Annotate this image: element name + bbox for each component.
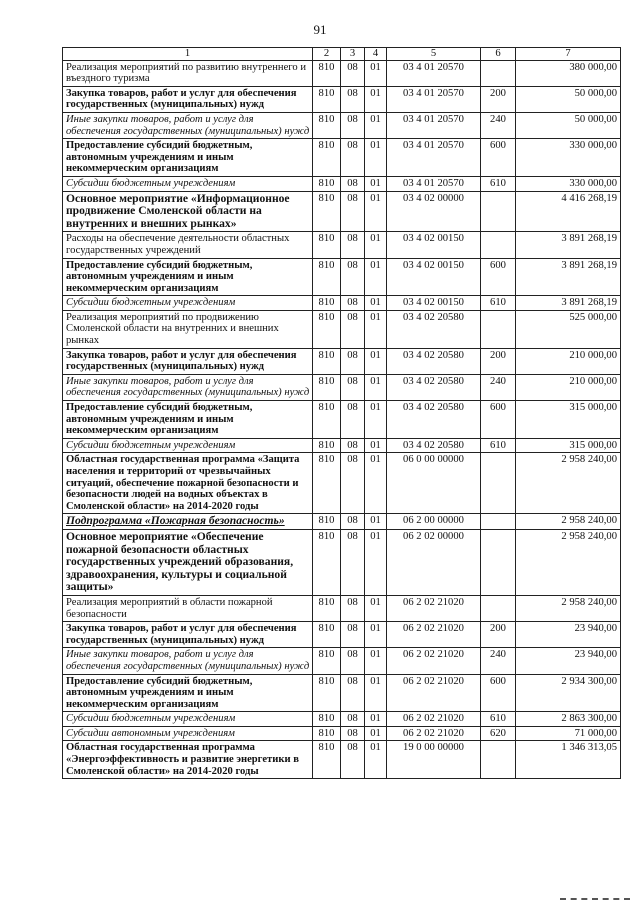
row-code-cell: 810 bbox=[313, 112, 341, 138]
row-expense-type-cell bbox=[481, 191, 516, 232]
table-row bbox=[63, 453, 621, 514]
row-code-cell: 810 bbox=[313, 529, 341, 595]
row-code-cell: 810 bbox=[313, 401, 341, 439]
row-name-cell: Субсидии бюджетным учреждениям bbox=[63, 176, 313, 191]
row-amount-cell: 1 346 313,05 bbox=[516, 741, 621, 779]
row-code-cell: 810 bbox=[313, 741, 341, 779]
row-expense-type-cell: 200 bbox=[481, 622, 516, 648]
row-subsection-cell: 01 bbox=[365, 310, 387, 348]
table-row bbox=[63, 191, 621, 232]
row-section-cell: 08 bbox=[341, 60, 365, 86]
row-code-cell: 810 bbox=[313, 139, 341, 177]
header-col-4: 4 bbox=[365, 48, 387, 61]
row-target-article-cell: 06 2 02 21020 bbox=[387, 712, 481, 727]
header-col-2: 2 bbox=[313, 48, 341, 61]
row-subsection-cell: 01 bbox=[365, 348, 387, 374]
row-expense-type-cell bbox=[481, 741, 516, 779]
row-code-cell: 810 bbox=[313, 86, 341, 112]
row-target-article-cell: 03 4 01 20570 bbox=[387, 112, 481, 138]
row-name-cell: Закупка товаров, работ и услуг для обеспечения государственных (муниципальных) нужд bbox=[63, 348, 313, 374]
row-subsection-cell: 01 bbox=[365, 258, 387, 296]
row-expense-type-cell: 610 bbox=[481, 296, 516, 311]
row-target-article-cell: 06 2 02 21020 bbox=[387, 726, 481, 741]
row-name-cell: Предоставление субсидий бюджетным, автономным учреждениям и иным некоммерческим организациям bbox=[63, 401, 313, 439]
row-name-cell: Иные закупки товаров, работ и услуг для обеспечения государственных (муниципальных) нужд bbox=[63, 112, 313, 138]
row-amount-cell: 23 940,00 bbox=[516, 648, 621, 674]
row-amount-cell: 3 891 268,19 bbox=[516, 296, 621, 311]
row-expense-type-cell: 200 bbox=[481, 86, 516, 112]
row-amount-cell: 4 416 268,19 bbox=[516, 191, 621, 232]
row-amount-cell: 71 000,00 bbox=[516, 726, 621, 741]
header-col-7: 7 bbox=[516, 48, 621, 61]
table-row bbox=[63, 401, 621, 439]
table-row bbox=[63, 529, 621, 595]
row-code-cell: 810 bbox=[313, 674, 341, 712]
row-amount-cell: 330 000,00 bbox=[516, 176, 621, 191]
row-expense-type-cell: 610 bbox=[481, 712, 516, 727]
row-amount-cell: 330 000,00 bbox=[516, 139, 621, 177]
row-target-article-cell: 03 4 02 20580 bbox=[387, 310, 481, 348]
row-amount-cell: 3 891 268,19 bbox=[516, 258, 621, 296]
budget-table bbox=[62, 47, 621, 779]
table-row bbox=[63, 232, 621, 258]
row-name-cell: Реализация мероприятий по продвижению Смоленской области на внутренних и внешних рынках bbox=[63, 310, 313, 348]
row-section-cell: 08 bbox=[341, 674, 365, 712]
row-target-article-cell: 06 2 02 21020 bbox=[387, 648, 481, 674]
row-code-cell: 810 bbox=[313, 595, 341, 621]
row-amount-cell: 210 000,00 bbox=[516, 348, 621, 374]
row-section-cell: 08 bbox=[341, 310, 365, 348]
row-name-cell: Расходы на обеспечение деятельности областных государственных учреждений bbox=[63, 232, 313, 258]
row-code-cell: 810 bbox=[313, 712, 341, 727]
row-code-cell: 810 bbox=[313, 191, 341, 232]
row-target-article-cell: 03 4 02 20580 bbox=[387, 348, 481, 374]
table-row bbox=[63, 139, 621, 177]
row-target-article-cell: 03 4 02 20580 bbox=[387, 401, 481, 439]
row-name-cell: Иные закупки товаров, работ и услуг для обеспечения государственных (муниципальных) нужд bbox=[63, 374, 313, 400]
row-subsection-cell: 01 bbox=[365, 401, 387, 439]
table-row bbox=[63, 595, 621, 621]
row-name-cell: Областная государственная программа «Защита населения и территорий от чрезвычайных ситуаций, обеспечение пожарной безопасности и безопасности людей на водных объектах в Смоленской области» на 2014-2020 годы bbox=[63, 453, 313, 514]
row-section-cell: 08 bbox=[341, 112, 365, 138]
row-target-article-cell: 03 4 02 00150 bbox=[387, 258, 481, 296]
row-name-cell: Подпрограмма «Пожарная безопасность» bbox=[63, 514, 313, 530]
row-section-cell: 08 bbox=[341, 296, 365, 311]
table-row bbox=[63, 622, 621, 648]
table-row bbox=[63, 86, 621, 112]
table-body bbox=[63, 60, 621, 779]
row-code-cell: 810 bbox=[313, 726, 341, 741]
row-name-cell: Иные закупки товаров, работ и услуг для обеспечения государственных (муниципальных) нужд bbox=[63, 648, 313, 674]
row-subsection-cell: 01 bbox=[365, 622, 387, 648]
row-code-cell: 810 bbox=[313, 648, 341, 674]
row-subsection-cell: 01 bbox=[365, 86, 387, 112]
row-section-cell: 08 bbox=[341, 529, 365, 595]
row-amount-cell: 50 000,00 bbox=[516, 86, 621, 112]
row-expense-type-cell bbox=[481, 232, 516, 258]
row-section-cell: 08 bbox=[341, 401, 365, 439]
row-code-cell: 810 bbox=[313, 374, 341, 400]
row-subsection-cell: 01 bbox=[365, 453, 387, 514]
row-target-article-cell: 06 2 02 21020 bbox=[387, 595, 481, 621]
row-target-article-cell: 03 4 02 00150 bbox=[387, 296, 481, 311]
row-code-cell: 810 bbox=[313, 296, 341, 311]
row-name-cell: Субсидии бюджетным учреждениям bbox=[63, 296, 313, 311]
row-expense-type-cell: 600 bbox=[481, 258, 516, 296]
row-amount-cell: 2 958 240,00 bbox=[516, 529, 621, 595]
table-row bbox=[63, 726, 621, 741]
row-target-article-cell: 03 4 01 20570 bbox=[387, 176, 481, 191]
table-row bbox=[63, 112, 621, 138]
row-expense-type-cell: 240 bbox=[481, 374, 516, 400]
row-section-cell: 08 bbox=[341, 648, 365, 674]
table-row bbox=[63, 648, 621, 674]
row-target-article-cell: 06 2 02 21020 bbox=[387, 674, 481, 712]
table-row bbox=[63, 712, 621, 727]
row-target-article-cell: 03 4 01 20570 bbox=[387, 86, 481, 112]
row-expense-type-cell bbox=[481, 514, 516, 530]
table-row bbox=[63, 741, 621, 779]
table-row bbox=[63, 310, 621, 348]
row-section-cell: 08 bbox=[341, 139, 365, 177]
row-code-cell: 810 bbox=[313, 622, 341, 648]
row-code-cell: 810 bbox=[313, 176, 341, 191]
row-section-cell: 08 bbox=[341, 514, 365, 530]
row-target-article-cell: 03 4 01 20570 bbox=[387, 139, 481, 177]
table-header-row bbox=[63, 48, 621, 61]
row-amount-cell: 23 940,00 bbox=[516, 622, 621, 648]
row-target-article-cell: 03 4 02 00150 bbox=[387, 232, 481, 258]
row-code-cell: 810 bbox=[313, 514, 341, 530]
row-target-article-cell: 03 4 02 20580 bbox=[387, 374, 481, 400]
row-expense-type-cell: 610 bbox=[481, 438, 516, 453]
row-section-cell: 08 bbox=[341, 176, 365, 191]
row-name-cell: Реализация мероприятий по развитию внутреннего и въездного туризма bbox=[63, 60, 313, 86]
row-section-cell: 08 bbox=[341, 232, 365, 258]
row-subsection-cell: 01 bbox=[365, 648, 387, 674]
row-subsection-cell: 01 bbox=[365, 438, 387, 453]
row-expense-type-cell: 620 bbox=[481, 726, 516, 741]
table-row bbox=[63, 514, 621, 530]
row-amount-cell: 2 958 240,00 bbox=[516, 453, 621, 514]
table-row bbox=[63, 176, 621, 191]
row-section-cell: 08 bbox=[341, 622, 365, 648]
row-target-article-cell: 19 0 00 00000 bbox=[387, 741, 481, 779]
row-name-cell: Основное мероприятие «Информационное продвижение Смоленской области на внутренних и внешних рынках» bbox=[63, 191, 313, 232]
row-amount-cell: 2 958 240,00 bbox=[516, 514, 621, 530]
header-col-5: 5 bbox=[387, 48, 481, 61]
header-col-6: 6 bbox=[481, 48, 516, 61]
row-name-cell: Реализация мероприятий в области пожарной безопасности bbox=[63, 595, 313, 621]
row-amount-cell: 3 891 268,19 bbox=[516, 232, 621, 258]
row-amount-cell: 315 000,00 bbox=[516, 438, 621, 453]
row-subsection-cell: 01 bbox=[365, 674, 387, 712]
row-name-cell: Субсидии бюджетным учреждениям bbox=[63, 438, 313, 453]
row-subsection-cell: 01 bbox=[365, 176, 387, 191]
row-expense-type-cell: 200 bbox=[481, 348, 516, 374]
row-amount-cell: 2 958 240,00 bbox=[516, 595, 621, 621]
table-row bbox=[63, 258, 621, 296]
row-name-cell: Основное мероприятие «Обеспечение пожарной безопасности областных государственных учреждений образования, здравоохранения, культуры и социальной защиты» bbox=[63, 529, 313, 595]
row-subsection-cell: 01 bbox=[365, 232, 387, 258]
scan-edge-mark bbox=[560, 898, 630, 903]
row-amount-cell: 315 000,00 bbox=[516, 401, 621, 439]
row-section-cell: 08 bbox=[341, 453, 365, 514]
page-number: 91 bbox=[313, 22, 327, 37]
row-amount-cell: 50 000,00 bbox=[516, 112, 621, 138]
table-row bbox=[63, 438, 621, 453]
table-row bbox=[63, 374, 621, 400]
table-row bbox=[63, 296, 621, 311]
row-expense-type-cell: 600 bbox=[481, 401, 516, 439]
row-expense-type-cell: 610 bbox=[481, 176, 516, 191]
row-name-cell: Предоставление субсидий бюджетным, автономным учреждениям и иным некоммерческим организациям bbox=[63, 139, 313, 177]
row-target-article-cell: 03 4 02 00000 bbox=[387, 191, 481, 232]
table-row bbox=[63, 60, 621, 86]
row-code-cell: 810 bbox=[313, 258, 341, 296]
row-subsection-cell: 01 bbox=[365, 374, 387, 400]
row-expense-type-cell bbox=[481, 60, 516, 86]
row-code-cell: 810 bbox=[313, 453, 341, 514]
row-subsection-cell: 01 bbox=[365, 112, 387, 138]
row-amount-cell: 2 934 300,00 bbox=[516, 674, 621, 712]
row-name-cell: Предоставление субсидий бюджетным, автономным учреждениям и иным некоммерческим организациям bbox=[63, 258, 313, 296]
row-expense-type-cell: 240 bbox=[481, 112, 516, 138]
row-subsection-cell: 01 bbox=[365, 191, 387, 232]
row-subsection-cell: 01 bbox=[365, 712, 387, 727]
row-section-cell: 08 bbox=[341, 86, 365, 112]
row-subsection-cell: 01 bbox=[365, 296, 387, 311]
row-target-article-cell: 06 0 00 00000 bbox=[387, 453, 481, 514]
row-section-cell: 08 bbox=[341, 712, 365, 727]
row-amount-cell: 210 000,00 bbox=[516, 374, 621, 400]
row-section-cell: 08 bbox=[341, 191, 365, 232]
row-expense-type-cell bbox=[481, 310, 516, 348]
row-code-cell: 810 bbox=[313, 348, 341, 374]
row-code-cell: 810 bbox=[313, 438, 341, 453]
row-code-cell: 810 bbox=[313, 60, 341, 86]
row-target-article-cell: 03 4 02 20580 bbox=[387, 438, 481, 453]
row-name-cell: Закупка товаров, работ и услуг для обеспечения государственных (муниципальных) нужд bbox=[63, 86, 313, 112]
row-amount-cell: 525 000,00 bbox=[516, 310, 621, 348]
row-expense-type-cell bbox=[481, 529, 516, 595]
row-section-cell: 08 bbox=[341, 374, 365, 400]
row-subsection-cell: 01 bbox=[365, 514, 387, 530]
row-expense-type-cell: 240 bbox=[481, 648, 516, 674]
row-target-article-cell: 06 2 02 21020 bbox=[387, 622, 481, 648]
row-name-cell: Субсидии автономным учреждениям bbox=[63, 726, 313, 741]
row-expense-type-cell: 600 bbox=[481, 139, 516, 177]
row-section-cell: 08 bbox=[341, 258, 365, 296]
row-target-article-cell: 06 2 02 00000 bbox=[387, 529, 481, 595]
row-target-article-cell: 06 2 00 00000 bbox=[387, 514, 481, 530]
row-target-article-cell: 03 4 01 20570 bbox=[387, 60, 481, 86]
header-col-1: 1 bbox=[63, 48, 313, 61]
row-name-cell: Закупка товаров, работ и услуг для обеспечения государственных (муниципальных) нужд bbox=[63, 622, 313, 648]
row-name-cell: Субсидии бюджетным учреждениям bbox=[63, 712, 313, 727]
row-code-cell: 810 bbox=[313, 232, 341, 258]
row-expense-type-cell bbox=[481, 595, 516, 621]
row-name-cell: Предоставление субсидий бюджетным, автономным учреждениям и иным некоммерческим организациям bbox=[63, 674, 313, 712]
table-row bbox=[63, 348, 621, 374]
row-subsection-cell: 01 bbox=[365, 726, 387, 741]
row-section-cell: 08 bbox=[341, 348, 365, 374]
row-subsection-cell: 01 bbox=[365, 595, 387, 621]
row-expense-type-cell: 600 bbox=[481, 674, 516, 712]
row-section-cell: 08 bbox=[341, 438, 365, 453]
row-amount-cell: 2 863 300,00 bbox=[516, 712, 621, 727]
row-section-cell: 08 bbox=[341, 726, 365, 741]
row-expense-type-cell bbox=[481, 453, 516, 514]
row-code-cell: 810 bbox=[313, 310, 341, 348]
row-subsection-cell: 01 bbox=[365, 139, 387, 177]
header-col-3: 3 bbox=[341, 48, 365, 61]
row-section-cell: 08 bbox=[341, 741, 365, 779]
row-section-cell: 08 bbox=[341, 595, 365, 621]
row-subsection-cell: 01 bbox=[365, 741, 387, 779]
row-subsection-cell: 01 bbox=[365, 60, 387, 86]
row-name-cell: Областная государственная программа «Энергоэффективность и развитие энергетики в Смоленской области» на 2014-2020 годы bbox=[63, 741, 313, 779]
table-row bbox=[63, 674, 621, 712]
row-subsection-cell: 01 bbox=[365, 529, 387, 595]
row-amount-cell: 380 000,00 bbox=[516, 60, 621, 86]
